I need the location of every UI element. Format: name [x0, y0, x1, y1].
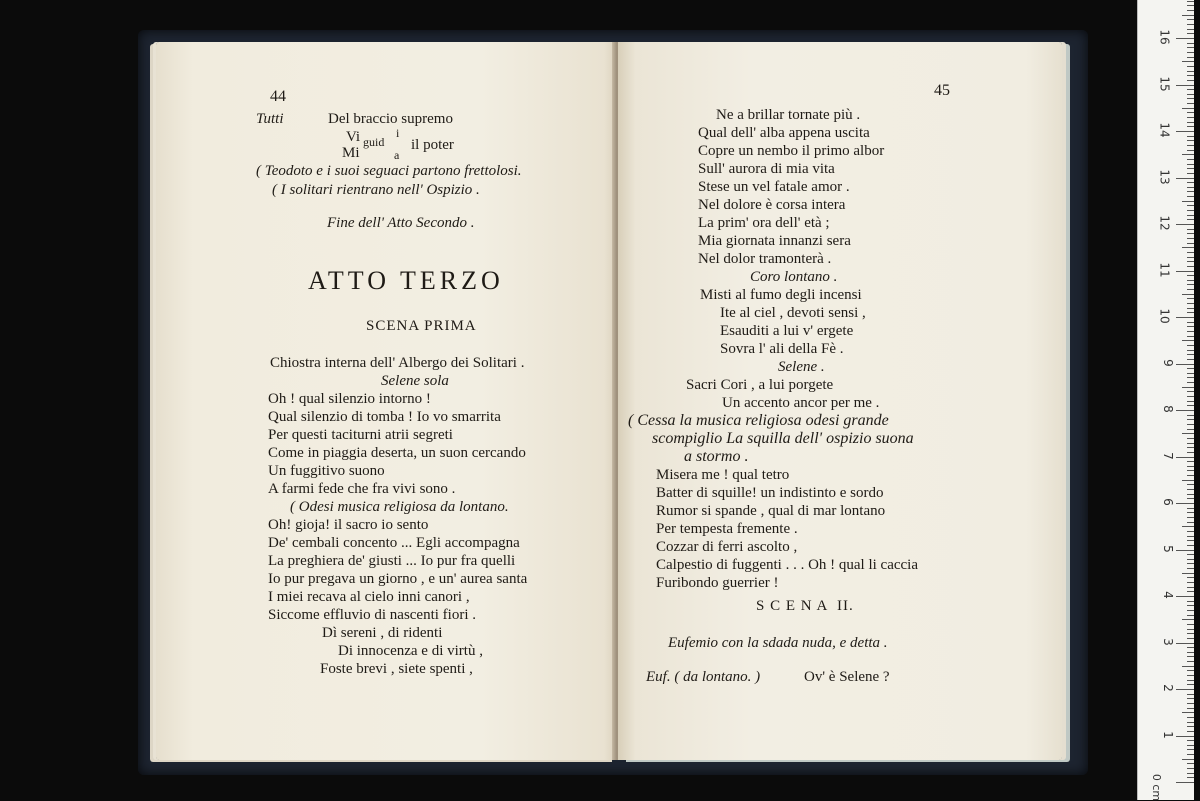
ruler-number: 12 — [1157, 215, 1172, 231]
ruler-tick — [1187, 615, 1194, 616]
ruler-tick — [1187, 698, 1194, 699]
speaker-direction: Euf. ( da lontano. ) — [646, 669, 761, 685]
ruler-tick — [1187, 150, 1194, 151]
ruler-tick — [1176, 782, 1194, 783]
ruler-tick — [1187, 475, 1194, 476]
ruler-tick — [1187, 489, 1194, 490]
ruler-tick — [1187, 703, 1194, 704]
ruler-tick — [1187, 731, 1194, 732]
ruler-tick — [1176, 643, 1194, 644]
ruler-tick — [1182, 619, 1194, 620]
verse-line: il poter — [411, 137, 454, 153]
ruler-tick — [1176, 503, 1194, 504]
ruler-tick — [1182, 526, 1194, 527]
verse-fragment: i — [396, 126, 400, 140]
ruler-tick — [1187, 168, 1194, 169]
ruler-tick — [1176, 178, 1194, 179]
ruler-unit-label: 0 cm — [1149, 773, 1163, 801]
ruler-tick — [1187, 312, 1194, 313]
ruler-tick — [1187, 47, 1194, 48]
ruler-tick — [1187, 587, 1194, 588]
verse-line: Stese un vel fatale amor . — [698, 179, 850, 195]
ruler-tick — [1187, 126, 1194, 127]
verse-line: Copre un nembo il primo albor — [698, 143, 885, 159]
stage-direction: Eufemio con la sdada nuda, e detta . — [668, 635, 888, 651]
ruler-tick — [1187, 498, 1194, 499]
verse-line: Un accento ancor per me . — [722, 395, 880, 411]
ruler-tick — [1187, 24, 1194, 25]
ruler-tick — [1187, 196, 1194, 197]
ruler-number: 1 — [1161, 730, 1176, 739]
scene-heading: S C E N A II. — [756, 598, 854, 614]
ruler-tick — [1182, 433, 1194, 434]
ruler-tick — [1187, 140, 1194, 141]
verse-line: Del braccio supremo — [328, 111, 453, 127]
ruler-tick — [1187, 763, 1194, 764]
ruler-tick — [1187, 531, 1194, 532]
ruler-tick — [1187, 112, 1194, 113]
ruler-tick — [1187, 103, 1194, 104]
ruler-number: 3 — [1161, 637, 1176, 646]
verse-line: La prim' ora dell' età ; — [698, 215, 830, 231]
ruler-tick — [1187, 629, 1194, 630]
ruler-tick — [1176, 550, 1194, 551]
ruler-tick — [1187, 484, 1194, 485]
ruler-tick — [1187, 19, 1194, 20]
ruler-tick — [1187, 252, 1194, 253]
ruler-tick — [1187, 675, 1194, 676]
ruler-tick — [1182, 108, 1194, 109]
ruler-tick — [1187, 605, 1194, 606]
ruler-tick — [1187, 745, 1194, 746]
ruler-tick — [1187, 568, 1194, 569]
verse-line: Per questi taciturni atrii segreti — [268, 427, 453, 443]
ruler-number: 7 — [1161, 451, 1176, 460]
character-name: Selene sola — [381, 373, 449, 389]
ruler-tick — [1187, 536, 1194, 537]
stage-setting: Chiostra interna dell' Albergo dei Solitari . — [270, 355, 525, 371]
ruler-tick — [1187, 136, 1194, 137]
ruler-tick — [1182, 247, 1194, 248]
ruler-tick — [1182, 712, 1194, 713]
verse-line: Mia giornata innanzi sera — [698, 233, 851, 249]
verse-line: Qual dell' alba appena uscita — [698, 125, 870, 141]
ruler-tick — [1187, 373, 1194, 374]
ruler-tick — [1176, 364, 1194, 365]
ruler-tick — [1187, 684, 1194, 685]
ruler-tick — [1187, 350, 1194, 351]
ruler-tick — [1182, 15, 1194, 16]
ruler-tick — [1187, 391, 1194, 392]
ruler-tick — [1187, 494, 1194, 495]
ruler-tick — [1187, 29, 1194, 30]
verse-line: Oh ! qual silenzio intorno ! — [268, 391, 431, 407]
ruler-number: 10 — [1157, 308, 1172, 324]
verse-line: Di innocenza e di virtù , — [338, 643, 483, 659]
ruler-tick — [1187, 303, 1194, 304]
verse-line: Siccome effluvio di nascenti fiori . — [268, 607, 477, 623]
ruler-tick — [1187, 661, 1194, 662]
verse-line: Come in piaggia deserta, un suon cercando — [268, 445, 526, 461]
ruler-tick — [1187, 280, 1194, 281]
ruler-tick — [1187, 298, 1194, 299]
ruler-tick — [1187, 164, 1194, 165]
ruler-tick — [1187, 52, 1194, 53]
ruler-tick — [1187, 749, 1194, 750]
page-number: 44 — [270, 88, 286, 105]
ruler-tick — [1187, 601, 1194, 602]
verse-line: Esauditi a lui v' ergete — [720, 323, 854, 339]
ruler-tick — [1187, 284, 1194, 285]
ruler-tick — [1187, 591, 1194, 592]
verse-line: Misera me ! qual tetro — [656, 467, 790, 483]
character-name: Coro lontano . — [750, 269, 838, 285]
ruler-tick — [1187, 680, 1194, 681]
ruler-number: 4 — [1161, 591, 1176, 599]
ruler-tick — [1187, 424, 1194, 425]
ruler-tick — [1182, 61, 1194, 62]
ruler-tick — [1187, 415, 1194, 416]
page-number: 45 — [934, 82, 950, 99]
ruler-tick — [1187, 187, 1194, 188]
ruler-tick — [1187, 545, 1194, 546]
verse-line: Sull' aurora di mia vita — [698, 161, 835, 177]
ruler-tick — [1176, 689, 1194, 690]
stage-direction: ( I solitari rientrano nell' Ospizio . — [272, 182, 480, 198]
verse-line: Per tempesta fremente . — [656, 521, 798, 537]
ruler-tick — [1187, 419, 1194, 420]
ruler-tick — [1187, 470, 1194, 471]
ruler-tick — [1187, 577, 1194, 578]
ruler-number: 15 — [1157, 75, 1172, 92]
ruler-tick — [1187, 322, 1194, 323]
ruler-tick — [1187, 633, 1194, 634]
ruler-tick — [1187, 624, 1194, 625]
ruler-tick — [1182, 340, 1194, 341]
measurement-ruler — [1137, 0, 1194, 800]
ruler-tick — [1187, 1, 1194, 2]
ruler-tick — [1187, 266, 1194, 267]
ruler-tick — [1187, 210, 1194, 211]
ruler-tick — [1187, 461, 1194, 462]
ruler-tick — [1187, 647, 1194, 648]
verse-line: Nel dolor tramonterà . — [698, 251, 832, 267]
ruler-tick — [1187, 754, 1194, 755]
act-heading: ATTO TERZO — [308, 266, 504, 295]
verse-line: Sovra l' ali della Fè . — [720, 341, 844, 357]
ruler-tick — [1176, 224, 1194, 225]
speaker-tutti: Tutti — [256, 111, 284, 127]
ruler-number: 8 — [1161, 405, 1176, 413]
ruler-tick — [1187, 670, 1194, 671]
verse-line: De' cembali concento ... Egli accompagna — [268, 535, 520, 551]
ruler-tick — [1187, 331, 1194, 332]
stage-direction: ( Odesi musica religiosa da lontano. — [290, 499, 509, 515]
ruler-tick — [1187, 5, 1194, 6]
ruler-tick — [1182, 573, 1194, 574]
ruler-number: 2 — [1161, 684, 1176, 692]
ruler-tick — [1187, 610, 1194, 611]
ruler-tick — [1176, 317, 1194, 318]
ruler-tick — [1187, 308, 1194, 309]
ruler-tick — [1187, 205, 1194, 206]
scene-heading: SCENA PRIMA — [366, 318, 477, 334]
act-end-note: Fine dell' Atto Secondo . — [327, 215, 475, 231]
ruler-tick — [1187, 145, 1194, 146]
verse-line-vi: Vi — [346, 129, 361, 145]
ruler-tick — [1187, 33, 1194, 34]
ruler-tick — [1187, 517, 1194, 518]
ruler-tick — [1187, 219, 1194, 220]
verse-line: Io pur pregava un giorno , e un' aurea santa — [268, 571, 528, 587]
ruler-tick — [1187, 43, 1194, 44]
ruler-tick — [1176, 271, 1194, 272]
ruler-tick — [1187, 396, 1194, 397]
ruler-tick — [1187, 71, 1194, 72]
ruler-tick — [1187, 182, 1194, 183]
ruler-tick — [1187, 243, 1194, 244]
ruler-tick — [1187, 215, 1194, 216]
ruler-tick — [1187, 717, 1194, 718]
verse-line: Furibondo guerrier ! — [656, 575, 779, 591]
ruler-tick — [1187, 656, 1194, 657]
ruler-number: 13 — [1157, 168, 1172, 185]
ruler-tick — [1187, 777, 1194, 778]
ruler-tick — [1187, 173, 1194, 174]
character-name: Selene . — [778, 359, 825, 375]
verse-line: Misti al fumo degli incensi — [700, 287, 862, 303]
ruler-tick — [1176, 85, 1194, 86]
ruler-tick — [1187, 289, 1194, 290]
ruler-tick — [1187, 238, 1194, 239]
ruler-tick — [1182, 666, 1194, 667]
ruler-tick — [1187, 559, 1194, 560]
ruler-tick — [1187, 740, 1194, 741]
ruler-tick — [1187, 261, 1194, 262]
ruler-tick — [1187, 159, 1194, 160]
ruler-tick — [1182, 201, 1194, 202]
ruler-tick — [1187, 708, 1194, 709]
ruler-tick — [1187, 582, 1194, 583]
ruler-number: 14 — [1157, 122, 1172, 138]
stage-direction: scompiglio La squilla dell' ospizio suona — [652, 430, 914, 447]
ruler-tick — [1187, 726, 1194, 727]
ruler-tick — [1187, 336, 1194, 337]
ruler-tick — [1187, 401, 1194, 402]
ruler-tick — [1187, 80, 1194, 81]
verse-line: Qual silenzio di tomba ! Io vo smarrita — [268, 409, 501, 425]
verse-line: I miei recava al cielo inni canori , — [268, 589, 470, 605]
ruler-tick — [1187, 652, 1194, 653]
ruler-tick — [1182, 154, 1194, 155]
verse-line: Batter di squille! un indistinto e sordo — [656, 485, 884, 501]
verse-line: Rumor si spande , qual di mar lontano — [656, 503, 886, 519]
ruler-tick — [1176, 131, 1194, 132]
ruler-tick — [1187, 563, 1194, 564]
verse-line: Ne a brillar tornate più . — [716, 107, 861, 123]
ruler-tick — [1187, 354, 1194, 355]
ruler-tick — [1187, 466, 1194, 467]
ruler-tick — [1176, 457, 1194, 458]
verse-line: A farmi fede che fra vivi sono . — [268, 481, 456, 497]
verse-line: Calpestio di fuggenti . . . Oh ! qual li caccia — [656, 557, 919, 573]
ruler-tick — [1187, 229, 1194, 230]
ruler-tick — [1187, 191, 1194, 192]
ruler-number: 11 — [1157, 261, 1172, 278]
ruler-tick — [1187, 382, 1194, 383]
ruler-tick — [1176, 596, 1194, 597]
ruler-number: 9 — [1161, 358, 1176, 367]
verse-line: Ite al ciel , devoti sensi , — [720, 305, 866, 321]
left-page — [156, 42, 618, 760]
ruler-tick — [1187, 377, 1194, 378]
ruler-tick — [1187, 773, 1194, 774]
ruler-tick — [1176, 38, 1194, 39]
verse-line: Sacri Cori , a lui porgete — [686, 377, 834, 393]
ruler-tick — [1187, 722, 1194, 723]
ruler-tick — [1187, 443, 1194, 444]
ruler-tick — [1187, 66, 1194, 67]
ruler-tick — [1187, 257, 1194, 258]
ruler-tick — [1187, 359, 1194, 360]
ruler-tick — [1187, 508, 1194, 509]
ruler-tick — [1187, 89, 1194, 90]
ruler-tick — [1187, 405, 1194, 406]
verse-line-mi: Mi — [342, 145, 360, 161]
right-page — [618, 42, 1062, 760]
ruler-tick — [1176, 736, 1194, 737]
verse-line: Dì sereni , di ridenti — [322, 625, 443, 641]
stage-direction: a stormo . — [684, 448, 749, 465]
verse-fragment: guid — [363, 135, 385, 149]
ruler-tick — [1187, 447, 1194, 448]
ruler-number: 6 — [1161, 498, 1176, 506]
verse-line: Oh! gioja! il sacro io sento — [268, 517, 429, 533]
verse-line: Nel dolore è corsa intera — [698, 197, 846, 213]
ruler-tick — [1187, 98, 1194, 99]
ruler-tick — [1187, 540, 1194, 541]
ruler-tick — [1187, 429, 1194, 430]
stage-direction: ( Teodoto e i suoi seguaci partono frettolosi. — [256, 163, 522, 179]
ruler-number: 16 — [1157, 29, 1172, 45]
verse-line: Cozzar di ferri ascolto , — [656, 539, 798, 555]
ruler-tick — [1187, 326, 1194, 327]
ruler-tick — [1187, 694, 1194, 695]
ruler-tick — [1182, 480, 1194, 481]
ruler-tick — [1187, 117, 1194, 118]
ruler-tick — [1187, 438, 1194, 439]
ruler-tick — [1187, 75, 1194, 76]
verse-line: La preghiera de' giusti ... Io pur fra quelli — [268, 553, 516, 569]
ruler-tick — [1187, 512, 1194, 513]
ruler-tick — [1187, 233, 1194, 234]
verse-line: Ov' è Selene ? — [804, 669, 890, 685]
ruler-tick — [1187, 10, 1194, 11]
ruler-tick — [1187, 122, 1194, 123]
ruler-tick — [1187, 345, 1194, 346]
ruler-tick — [1182, 294, 1194, 295]
ruler-tick — [1187, 94, 1194, 95]
ruler-tick — [1187, 768, 1194, 769]
stage-direction: ( Cessa la musica religiosa odesi grande — [628, 412, 889, 429]
ruler-tick — [1187, 452, 1194, 453]
ruler-tick — [1187, 522, 1194, 523]
ruler-tick — [1182, 387, 1194, 388]
ruler-tick — [1187, 368, 1194, 369]
verse-line: Foste brevi , siete spenti , — [320, 661, 473, 677]
ruler-tick — [1187, 57, 1194, 58]
ruler-number: 5 — [1161, 544, 1176, 553]
ruler-tick — [1187, 554, 1194, 555]
ruler-tick — [1176, 410, 1194, 411]
ruler-tick — [1187, 638, 1194, 639]
ruler-tick — [1187, 275, 1194, 276]
verse-line: Un fuggitivo suono — [268, 463, 385, 479]
verse-fragment: a — [394, 148, 400, 162]
ruler-tick — [1182, 759, 1194, 760]
